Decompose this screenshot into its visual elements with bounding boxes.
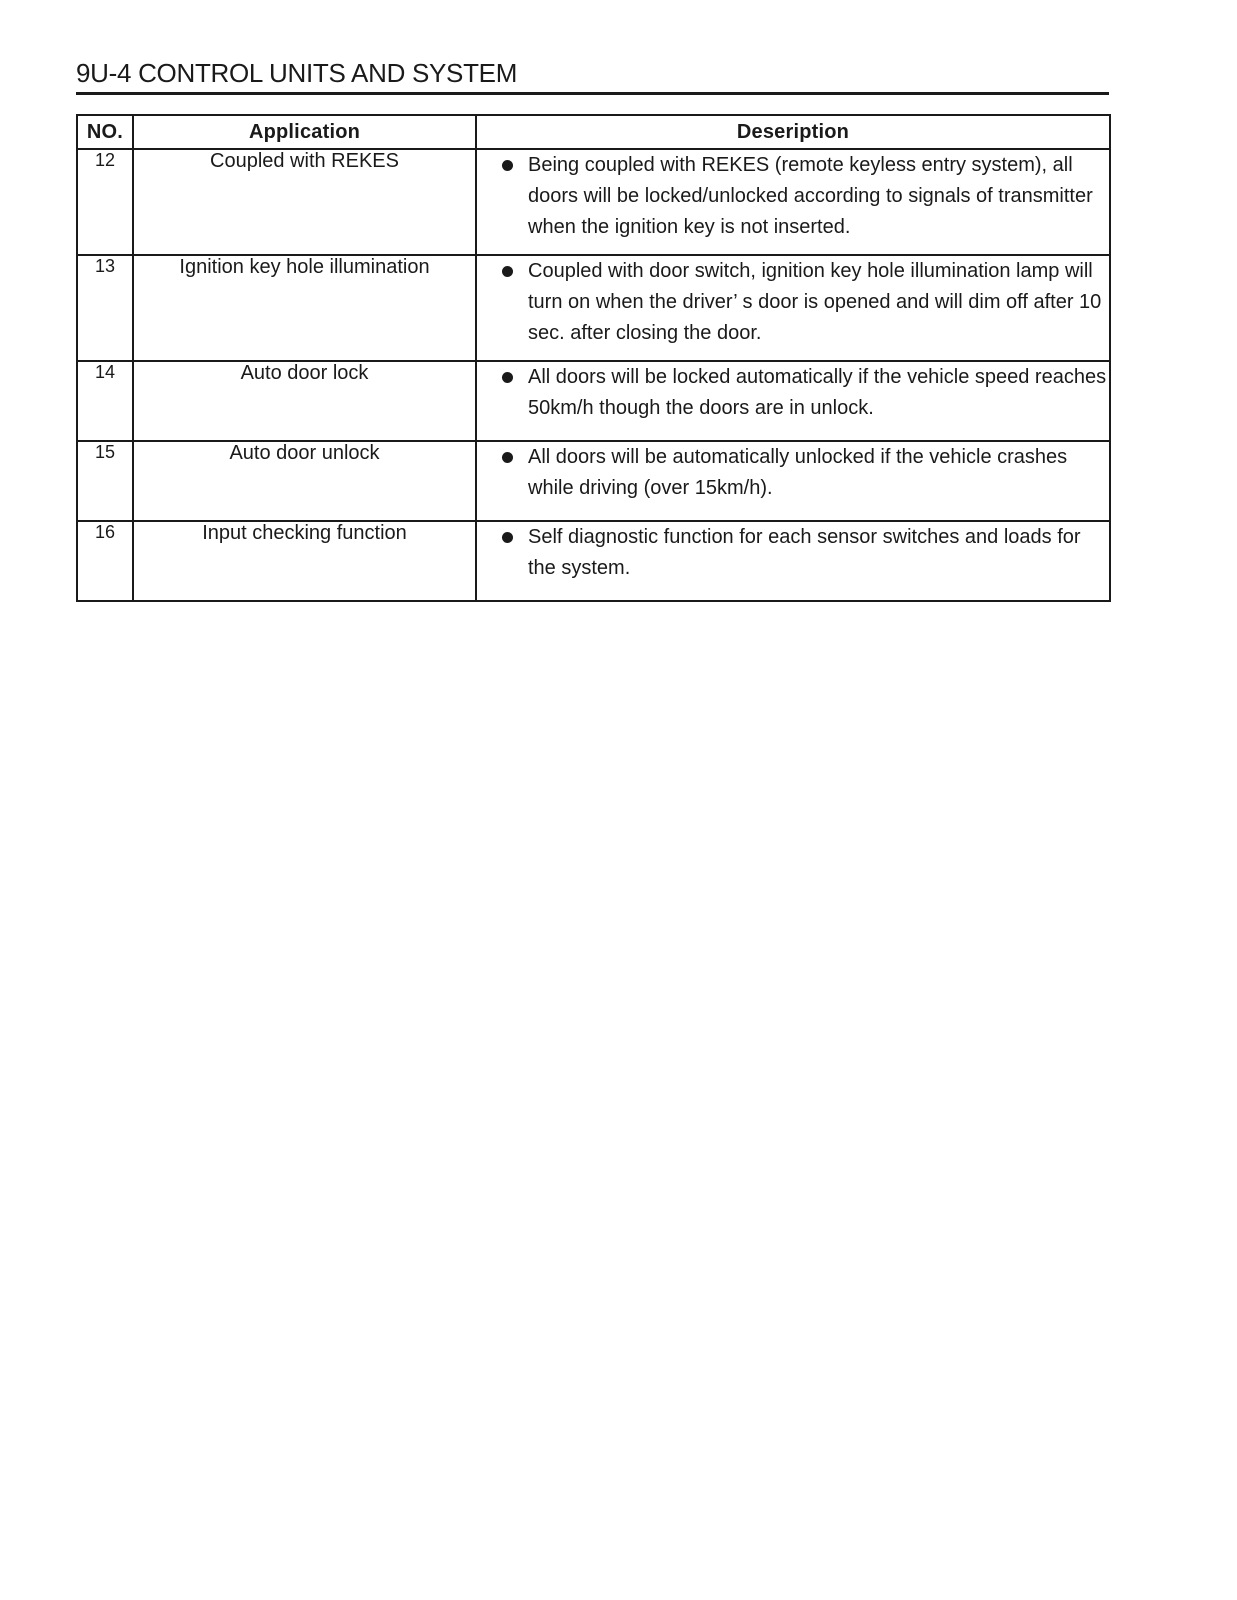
row-application: Ignition key hole illumination (133, 255, 476, 361)
row-number: 12 (77, 149, 133, 255)
page-title: 9U-4 CONTROL UNITS AND SYSTEM (76, 58, 518, 88)
row-description-text: Being coupled with REKES (remote keyless entry system), all doors will be locked/unlocked according to signals of transmitter when the ignition key is not inserted. (528, 154, 1093, 238)
table-row (77, 255, 1110, 361)
row-description-text: All doors will be locked automatically if the vehicle speed reaches 50km/h though the doors are in unlock. (528, 366, 1107, 419)
row-description (476, 361, 1110, 441)
column-header-application: Application (133, 115, 476, 149)
row-application: Input checking function (133, 521, 476, 601)
page-header (76, 58, 1109, 95)
row-description (476, 521, 1110, 601)
row-description-text: Self diagnostic function for each sensor switches and loads for the system. (528, 526, 1081, 579)
bullet-icon (502, 532, 513, 543)
bullet-icon (502, 372, 513, 383)
row-number: 14 (77, 361, 133, 441)
column-header-no: NO. (77, 115, 133, 149)
row-description-text: Coupled with door switch, ignition key hole illumination lamp will turn on when the driver’ s door is opened and will dim off after 10 sec. after closing the door. (528, 260, 1102, 344)
row-description (476, 441, 1110, 521)
bullet-icon (502, 160, 513, 171)
bullet-icon (502, 452, 513, 463)
table-row (77, 149, 1110, 255)
row-application: Coupled with REKES (133, 149, 476, 255)
table-row (77, 361, 1110, 441)
row-application: Auto door lock (133, 361, 476, 441)
row-number: 13 (77, 255, 133, 361)
row-description (476, 255, 1110, 361)
column-header-description: Deseription (476, 115, 1110, 149)
control-functions-table (76, 114, 1111, 602)
row-number: 16 (77, 521, 133, 601)
row-application: Auto door unlock (133, 441, 476, 521)
row-description (476, 149, 1110, 255)
row-number: 15 (77, 441, 133, 521)
table-row (77, 521, 1110, 601)
table-row (77, 441, 1110, 521)
table-header-row (77, 115, 1110, 149)
row-description-text: All doors will be automatically unlocked if the vehicle crashes while driving (over 15km/h). (528, 446, 1068, 499)
bullet-icon (502, 266, 513, 277)
